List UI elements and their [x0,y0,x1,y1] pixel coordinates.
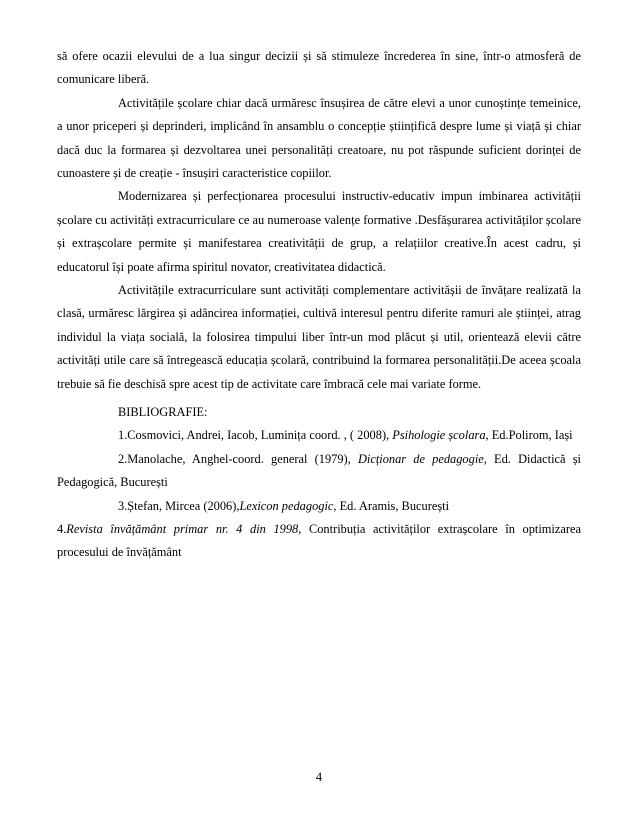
bibliography-item-title: Revista învățământ primar nr. 4 din 1998 [66,522,299,537]
bibliography-item-text: 3.Ștefan, Mircea (2006), [118,498,240,513]
bibliography-item-text: , Ed.Polirom, Iași [485,428,573,443]
bibliography-item [57,518,581,565]
paragraph: Modernizarea și perfecționarea procesului instructiv-educativ impun imbinarea activității școlare cu activități extracurriculare ce au numeroase valențe formative .Desfășurarea activităților școlare și extrașcolare permite și manifestarea creativității de grup, a relațiilor creative.În acest cadru, și educatorul își poate afirma spiritul novator, creativitatea didactică. [57,189,581,274]
bibliography-item-text: , Contribuția activităților extrașcolare în optimizarea procesului de învățământ [57,522,581,560]
bibliography-item [57,448,581,495]
bibliography-item-text: , Ed. Aramis, București [333,498,450,513]
bibliography-item-text: 1.Cosmovici, Andrei, Iacob, Luminița coord. , ( 2008), [118,428,393,443]
bibliography-item-text: 2.Manolache, Anghel-coord. general (1979), [118,451,358,466]
bibliography-item-title: Dicționar de pedagogie, [357,451,487,466]
bibliography-item-text: 4. [57,522,67,537]
bibliography-item-title: Lexicon pedagogic [239,498,334,513]
bibliography-item-text: Ed. Didactică și Pedagogică, București [57,451,581,490]
bibliography-heading: BIBLIOGRAFIE: [118,405,208,419]
body-text [57,45,581,396]
bibliography-item [57,495,581,518]
bibliography-item [57,424,581,447]
paragraph: Activitățile extracurriculare sunt activități complementare activitășii de învățare realizată la clasă, urmăresc lărgirea și adâncirea informației, cultivă interesul pentru diferite ramuri ale științei, atrag individul la viața socială, la folosirea timpului liber într-un mod plăcut și util, orientează elevii către activități utile care să întregească educația școlară, contribuind la formarea personalității.De aceea școala trebuie să fie deschisă spre acest tip de activitate care îmbracă cele mai variate forme. [57,283,581,391]
bibliography-item-title: Psihologie școlara [392,428,486,443]
paragraph: Activitățile școlare chiar dacă urmăresc însușirea de către elevi a unor cunoștințe temeinice, a unor priceperi și deprinderi, implicând în ansamblu o concepție științifică despre lume și viață și chiar dacă duc la formarea și dezvoltarea unei personalități creatoare, nu pot răspunde suficient dorinței de cunoastere și de creație - însușiri caracteristice copiilor. [57,95,581,181]
paragraph: să ofere ocazii elevului de a lua singur decizii și să stimuleze încrederea în sine, într-o atmosferă de comunicare liberă. [57,49,581,87]
bibliography-section [57,401,581,565]
page-number: 4 [315,770,323,784]
